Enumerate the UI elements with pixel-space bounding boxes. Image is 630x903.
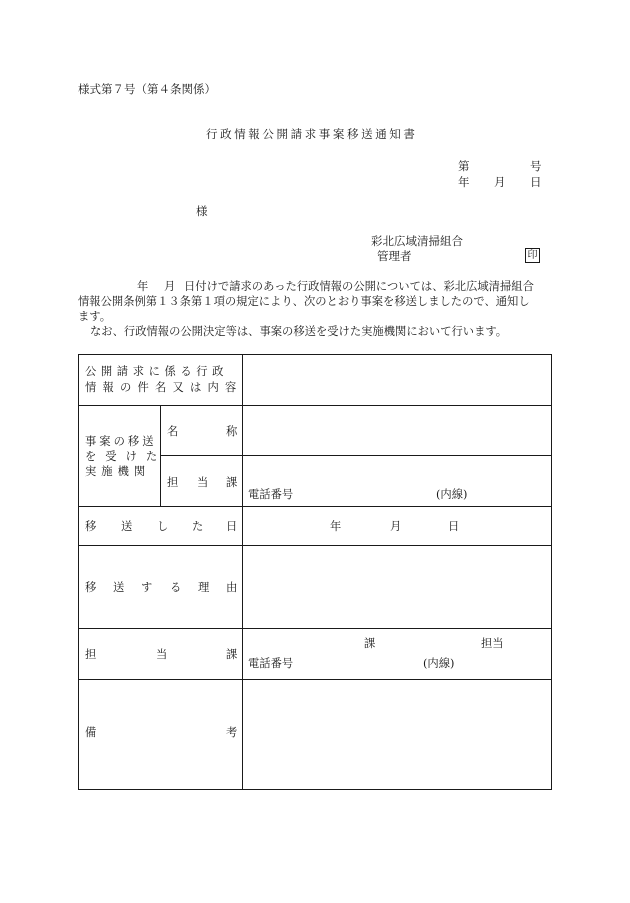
date-year: 年	[458, 175, 470, 189]
sender-org: 彩北広域清掃組合	[371, 234, 463, 248]
agency-name-field[interactable]	[244, 407, 550, 454]
sender-role: 管理者	[377, 249, 412, 263]
body-line4: なお、行政情報の公開決定等は、事案の移送を受けた実施機関において行います。	[90, 325, 508, 338]
form-number: 様式第７号（第４条関係）	[78, 82, 216, 96]
reason-label-2: 送	[113, 581, 125, 594]
doc-number-suffix: 号	[530, 159, 542, 173]
request-subject-label-1: 公開請求に係る行政	[85, 365, 229, 378]
date-month: 月	[494, 175, 506, 189]
body-line3: ます。	[78, 310, 111, 323]
addressee-suffix: 様	[196, 204, 208, 218]
handler-label-3: 課	[226, 648, 238, 661]
handler-phone-label: 電話番号	[248, 657, 294, 670]
body-year: 年	[137, 280, 149, 293]
handler-phone-extension: (内線)	[423, 657, 455, 670]
body-line2: 情報公開条例第１３条第１項の規定により、次のとおり事案を移送しましたので、通知し	[78, 295, 530, 308]
body-line1: 日付けで請求のあった行政情報の公開については、彩北広域清掃組合	[184, 280, 534, 293]
date-day: 日	[530, 175, 542, 189]
agency-name-label-a: 名	[167, 425, 179, 438]
handler-person: 担当	[481, 637, 504, 650]
reason-label-3: す	[141, 581, 153, 594]
transfer-date-month: 月	[390, 520, 402, 533]
handler-label-2: 当	[156, 648, 168, 661]
transfer-date-year: 年	[330, 520, 342, 533]
remarks-label-2: 考	[226, 726, 238, 739]
agency-dept-label-a: 担	[167, 476, 179, 489]
request-subject-label-2: 情報の件名又は内容	[85, 381, 243, 394]
request-subject-field[interactable]	[244, 356, 550, 404]
receiver-label-2: を受けた	[85, 450, 167, 463]
transfer-date-day: 日	[448, 520, 460, 533]
agency-dept-label-c: 課	[226, 476, 238, 489]
doc-number-prefix: 第	[458, 159, 470, 173]
agency-name-label-b: 称	[226, 425, 238, 438]
reason-label-5: 理	[198, 581, 210, 594]
transfer-date-label-5: 日	[226, 520, 238, 533]
reason-label-1: 移	[85, 581, 97, 594]
reason-field[interactable]	[244, 547, 550, 627]
handler-label-1: 担	[85, 648, 97, 661]
agency-phone-extension: (内線)	[436, 488, 468, 501]
receiver-label-3: 実施機関	[85, 465, 151, 478]
seal-mark: 印	[525, 248, 540, 263]
remarks-field[interactable]	[244, 681, 550, 788]
transfer-date-label-3: し	[157, 520, 169, 533]
remarks-label-1: 備	[85, 726, 97, 739]
agency-phone-label: 電話番号	[248, 488, 294, 501]
transfer-date-label-4: た	[192, 520, 204, 533]
transfer-date-label-2: 送	[121, 520, 133, 533]
reason-label-6: 由	[226, 581, 238, 594]
body-month: 月	[164, 280, 176, 293]
handler-section: 課	[364, 637, 376, 650]
document-title: 行政情報公開請求事案移送通知書	[206, 127, 418, 141]
reason-label-4: る	[170, 581, 182, 594]
agency-dept-label-b: 当	[197, 476, 209, 489]
transfer-date-label-1: 移	[85, 520, 97, 533]
receiver-label-1: 事案の移送	[85, 435, 157, 448]
